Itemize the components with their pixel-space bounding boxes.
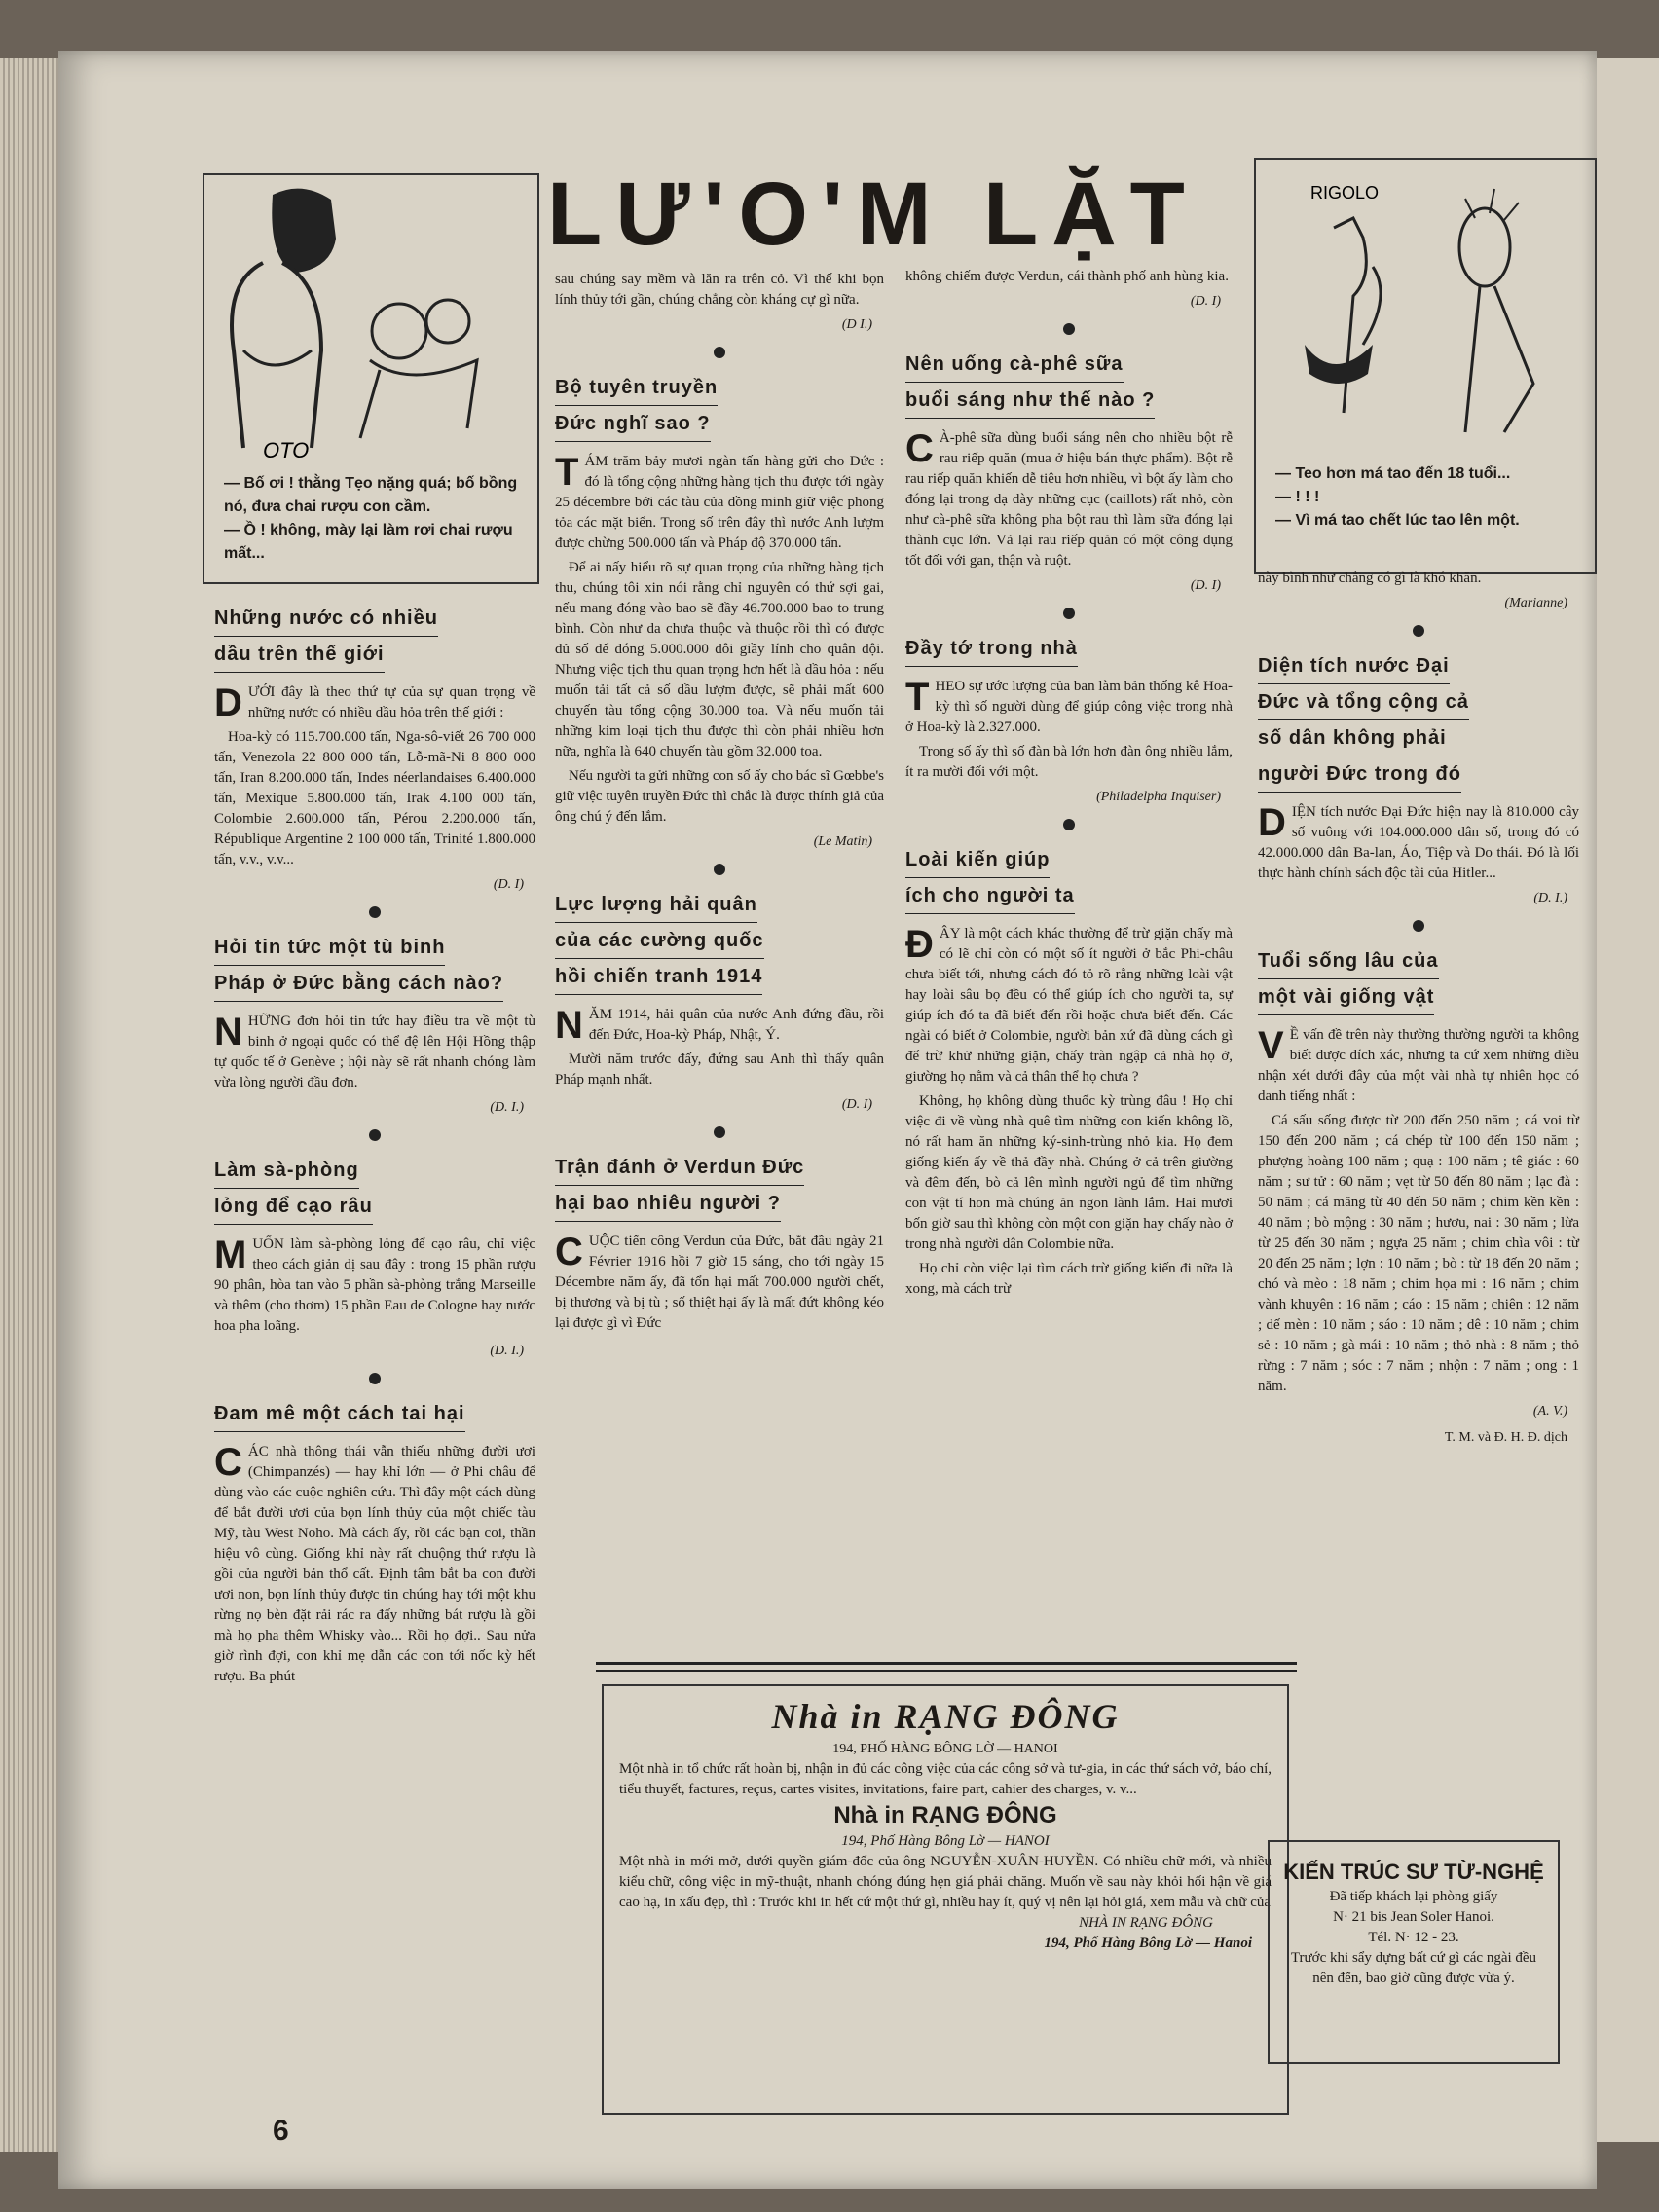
architect-line-2: N· 21 bis Jean Soler Hanoi.	[1333, 1909, 1494, 1925]
drop-cap: N	[214, 1011, 242, 1053]
article-heading: Bộ tuyên truyền Đức nghĩ sao ?	[555, 370, 884, 442]
separator-dot	[1063, 608, 1075, 619]
article-credit: (Le Matin)	[813, 834, 872, 849]
caption-line-1: — Bố ơi ! thằng Tẹo nặng quá; bố bồng nó, đưa chai rượu con cầm.	[224, 475, 518, 515]
article-credit: (D. I)	[1190, 294, 1221, 309]
article-paragraph: HEO sự ước lượng của ban làm bản thống kê Hoa-kỳ thì số người dùng để giúp công việc trong nhà ở Hoa-kỳ là 2.327.000.	[905, 679, 1233, 735]
caption-line-2: — ! ! !	[1275, 489, 1320, 505]
article-credit: (D. I)	[493, 877, 524, 892]
cartoon-left-signature: OTO	[263, 438, 310, 462]
ad-title-1: Nhà in RẠNG ĐÔNG	[771, 1697, 1120, 1736]
ad-text-1: Một nhà in tổ chức rất hoàn bị, nhận in đủ các công việc của các công sở và tư-gia, in các thứ sách vở, báo chí, tiểu thuyết, factures, reçus, cartes visites, invitations, faire part, cahier des charges, v. v...	[619, 1761, 1272, 1797]
translators-credit: T. M. và Đ. H. Đ. dịch	[1444, 1430, 1567, 1445]
article-paragraph: này bình như chẳng có gì là khó khăn.	[1258, 571, 1482, 586]
article-heading: Lực lượng hải quân của các cường quốc hồi chiến tranh 1914	[555, 887, 884, 995]
article-credit: (D. I.)	[1533, 891, 1567, 905]
ad-architect	[1268, 1840, 1560, 2064]
article-heading: Loài kiến giúp ích cho người ta	[905, 842, 1233, 914]
drop-cap: Đ	[905, 923, 934, 966]
architect-line-4: Trước khi sẩy dựng bất cứ gì các ngài đều nên đến, bao giờ cũng được vừa ý.	[1290, 1950, 1537, 1986]
drop-cap: D	[214, 682, 242, 724]
article-heading: Hỏi tin tức một tù binh Pháp ở Đức bằng cách nào?	[214, 930, 535, 1002]
cartoon-two-men	[1256, 160, 1595, 452]
article-paragraph: Cá sấu sống được từ 200 đến 250 năm ; cá voi từ 150 đến 200 năm ; cá chép từ 100 đến 150 năm ; phượng hoàng 100 năm ; quạ : 100 năm ; tê giác : 60 năm ; sư tử : 60 năm ; vẹt từ 50 đến 80 năm ; lạc đà : 50 năm ; cá măng từ 40 đến 50 năm ; chim kền kền : 40 năm ; bò mộng : 30 năm ; hươu, nai : 30 năm ; lừa từ 25 đến 30 năm ; ngựa 25 năm ; chim chìa vôi : từ 20 đến 25 năm ; lợn : 10 năm ; bò : từ 18 đến 20 năm ; chó và mèo : 18 năm ; chim họa mi : 16 năm ; chim vành khuyên : 16 năm ; cáo : 15 năm ; chiên : 12 năm ; dế mèn : 10 năm ; sáo : 10 năm ; dê : 10 năm ; chim sẻ : 10 năm ; gà mái : 10 năm ; thỏ nhà : 8 năm ; thỏ rừng : 7 năm ; sóc : 7 năm ; nhộn : 7 năm ; ong : 1 năm.	[1258, 1113, 1579, 1394]
page-title: LƯ'O'M LẶT	[547, 165, 1198, 264]
article-credit: (A. V.)	[1532, 1404, 1567, 1419]
separator-dot	[714, 347, 725, 358]
article-paragraph: không chiếm được Verdun, cái thành phố anh hùng kia.	[905, 269, 1229, 284]
drop-cap: T	[905, 676, 930, 719]
ad-top-rule	[596, 1662, 1297, 1672]
architect-line-3: Tél. N· 12 - 23.	[1368, 1930, 1459, 1945]
article-paragraph: UỐN làm sà-phòng lỏng để cạo râu, chỉ việc theo cách giản dị sau đây : trong 15 phần rượu 90 phân, hòa tan vào 5 phần sà-phòng trắng Marseille và thêm (cho thơm) 15 phần Eau de Cologne hay nước hoa pha loãng.	[214, 1236, 535, 1334]
cartoon-right-caption	[1256, 457, 1595, 538]
ad-address-1: 194, PHỐ HÀNG BÔNG LỜ — HANOI	[832, 1742, 1058, 1756]
article-paragraph: IỆN tích nước Đại Đức hiện nay là 810.000 cây số vuông với 104.000.000 dân số, trong đó có 42.000.000 dân Ba-lan, Áo, Tiệp và Do thái. Đó là lối thực hành chính sách độc tài của Hitler...	[1258, 804, 1579, 881]
article-credit: (D I.)	[841, 317, 872, 332]
article-paragraph: ÂY là một cách khác thường để trừ giặn chấy mà có lẽ chỉ còn có một số ít người ở bắc Phi-châu chưa biết tới, nhưng cách đó tỏ rõ rằng những loài vật hay loài sâu bọ đều có thể giúp ích cho người ta, sự giúp ích đó ta đã biết đến rồi hoặc chưa biết đến. Các ngài có biết ở Colombie, người bản xứ đã dùng cách gì để trừ khử những giặn, chấy tràn ngập cả nhà họ ở, giường họ nằm và cả thân thể họ chưa ?	[905, 926, 1233, 1085]
cartoon-right	[1254, 158, 1597, 574]
separator-dot	[1413, 625, 1424, 637]
drop-cap: N	[555, 1004, 583, 1047]
article-heading: Tuổi sống lâu của một vài giống vật	[1258, 943, 1579, 1015]
article-paragraph: ÁM trăm bảy mươi ngàn tấn hàng gửi cho Đức : đó là tổng cộng những hàng tịch thu được tới ngày 25 décembre bởi các tàu của đồng minh giữ việc phong tỏa các mặt biển. Trong số trên đây thì nước Anh lượm được chừng 500.000 tấn và Pháp độ 370.000 tấn.	[555, 454, 884, 551]
drop-cap: M	[214, 1234, 247, 1276]
article-paragraph: Nếu người ta gửi những con số ấy cho bác sĩ Gœbbe's giữ việc tuyên truyền Đức thì chắc là được thính giả của ông chú ý đến lắm.	[555, 768, 884, 825]
article-credit: (Marianne)	[1504, 596, 1567, 610]
drop-cap: C	[905, 427, 934, 470]
stacked-page-edges	[0, 58, 60, 2152]
drop-cap: D	[1258, 801, 1286, 844]
column-1	[214, 591, 535, 1691]
separator-dot	[714, 864, 725, 875]
column-2	[555, 270, 884, 1338]
facing-page	[1597, 58, 1659, 2142]
architect-line-1: Đã tiếp khách lại phòng giấy	[1329, 1889, 1498, 1904]
article-heading: Nên uống cà-phê sữa buổi sáng như thế nào ?	[905, 347, 1233, 419]
cartoon-right-signature: RIGOLO	[1310, 183, 1380, 203]
article-paragraph: sau chúng say mềm và lăn ra trên cỏ. Vì thế khi bọn lính thủy tới gần, chúng chẳng còn kháng cự gì nữa.	[555, 272, 884, 308]
ad-address-3: 194, Phố Hàng Bông Lờ — Hanoi	[1044, 1936, 1252, 1951]
article-paragraph: ÁC nhà thông thái vẫn thiếu những đười ươi (Chimpanzés) — hay khỉ lớn — ở Phi châu để dùng vào các cuộc nghiên cứu. Thì đây một cách dùng để bắt đười ươi của bọn lính thủy của một chiếc tàu Mỹ, tàu West Noho. Mà cách ấy, rồi các bạn coi, thần hiệu vô cùng. Giống khỉ này rất chuộng thứ rượu là gồi của người bản thổ cất. Định tâm bắt ba con đười ươi non, bọn lính thủy được tin chúng hay tới một khu rừng nọ bèn đặt rải rác ra đấy những bát rượu là gồi mà họ pha thêm Whisky vào... Rồi họ đợi.. Sau nửa giờ rình đợi, con khỉ mẹ dẫn các con tới nốc kỳ hết rượu. Ba phút	[214, 1444, 535, 1684]
article-credit: (D. I.)	[490, 1100, 524, 1115]
ad-rang-dong	[602, 1684, 1289, 2115]
separator-dot	[369, 1129, 381, 1141]
separator-dot	[1063, 819, 1075, 830]
ad-sign: NHÀ IN RẠNG ĐÔNG	[1079, 1915, 1213, 1931]
article-heading: Diện tích nước Đại Đức và tổng cộng cả số dân không phải người Đức trong đó	[1258, 648, 1579, 793]
newspaper-page	[58, 51, 1597, 2189]
separator-dot	[369, 906, 381, 918]
separator-dot	[714, 1126, 725, 1138]
article-heading: Đầy tớ trong nhà	[905, 631, 1233, 667]
caption-line-1: — Teo hơn má tao đến 18 tuổi...	[1275, 465, 1511, 482]
drop-cap: C	[214, 1441, 242, 1484]
ad-title-2: Nhà in RẠNG ĐÔNG	[833, 1802, 1057, 1828]
article-credit: (D. I)	[1190, 578, 1221, 593]
separator-dot	[369, 1373, 381, 1384]
article-heading: Những nước có nhiều dầu trên thế giới	[214, 601, 535, 673]
column-4	[1258, 569, 1579, 1454]
cartoon-left-caption	[204, 472, 537, 566]
column-3	[905, 267, 1233, 1304]
article-paragraph: HỮNG đơn hỏi tin tức hay điều tra về một tù binh ở ngoại quốc có thể đệ lên Hội Hồng thập tự quốc tế ở Genève ; hội này sẽ rất nhanh chóng làm vừa lòng người đầu đơn.	[214, 1014, 535, 1090]
caption-line-3: — Vì má tao chết lúc tao lên một.	[1275, 512, 1520, 529]
cartoon-father-carrying-child	[204, 175, 537, 467]
caption-line-2: — Ồ ! không, mày lại làm rơi chai rượu mất...	[224, 522, 513, 562]
article-paragraph: Không, họ không dùng thuốc kỳ trùng đâu ! Họ chỉ việc đi về vùng nhà quê tìm những con kiến không lồ, nó rất ham ăn những ký-sinh-trùng nhỏ kia. Họ đem giống kiến ấy về thả đầy nhà. Chúng ở cả trên giường và đêm đến, bò cả lên mình người ngủ để tìm những con vật tí hon mà chúng ăn ngon lành lắm. Hai mươi bốn giờ sau thì không còn một con giặn hay chấy nào ở trong nhà người dân Colombie nữa.	[905, 1093, 1233, 1252]
separator-dot	[1413, 920, 1424, 932]
drop-cap: T	[555, 451, 579, 494]
article-heading: Trận đánh ở Verdun Đức hại bao nhiêu người ?	[555, 1150, 884, 1222]
article-credit: (D. I.)	[490, 1344, 524, 1358]
ad-text-2: Một nhà in mới mở, dưới quyền giám-đốc của ông NGUYỄN-XUÂN-HUYỀN. Có nhiều chữ mới, và nhiều kiểu chữ, công việc in mỹ-thuật, nhanh chóng đúng hẹn giá phải chăng. Muốn về sau này khỏi hối hận về giá cao hạ, in xấu đẹp, thì : Trước khi in hết cứ một thứ gì, nhiều hay ít, quý vị nên lại hỏi giá, xem mẫu và chữ của	[619, 1854, 1272, 1910]
article-paragraph: ƯỚI đây là theo thứ tự của sự quan trọng về những nước có nhiều dầu hỏa trên thế giới :	[247, 684, 535, 720]
article-paragraph: Trong số ấy thì số đàn bà lớn hơn đàn ông nhiều lắm, ít ra mười đối với một.	[905, 744, 1233, 780]
article-heading: Đam mê một cách tai hại	[214, 1396, 535, 1432]
ad-address-2: 194, Phố Hàng Bông Lờ — HANOI	[841, 1833, 1050, 1849]
cartoon-left	[203, 173, 539, 584]
article-paragraph: UỘC tiến công Verdun của Đức, bắt đầu ngày 21 Février 1916 hồi 7 giờ 15 sáng, cho tới ngày 15 Décembre năm ấy, đã tổn hại mất 700.000 người chết, bị thương và bị tù ; số thiệt hại ấy là mất đứt không kéo lại được gì vì Đức	[555, 1234, 884, 1331]
article-paragraph: À-phê sữa dùng buổi sáng nên cho nhiều bột rễ rau riếp quăn (mua ở hiệu bán thực phẩm). Bột rễ rau riếp quăn khiến dễ tiêu hơn nhiều, vì bột ấy làm cho đóng lại trong dạ dày những cục (caillots) rất nhỏ, còn như cà-phê sữa không pha bột rau thì làm sữa đóng lại thành cục lớn. Vả lại rau riếp quăn có một công dụng tốt đối với gan, thận và ruột.	[905, 430, 1233, 569]
drop-cap: V	[1258, 1024, 1284, 1067]
page-number: 6	[273, 2115, 289, 2147]
article-heading: Làm sà-phòng lỏng để cạo râu	[214, 1153, 535, 1225]
separator-dot	[1063, 323, 1075, 335]
article-paragraph: ĂM 1914, hải quân của nước Anh đứng đầu, rồi đến Đức, Hoa-kỳ Pháp, Nhật, Ý.	[588, 1007, 884, 1043]
article-paragraph: Họ chỉ còn việc lại tìm cách trừ giống kiến đi nữa là xong, mà cách trừ	[905, 1261, 1233, 1297]
article-credit: (D. I)	[841, 1097, 872, 1112]
article-paragraph: Để ai nấy hiểu rõ sự quan trọng của những hàng tịch thu, chúng tôi xin nói rằng chỉ nguyên có thứ sợi gai, nếu mang đóng vào bao sẽ đầy 46.700.000 bao to trung bình. Còn như da chưa thuộc và thuộc rồi thì có được đủ số để đóng 5.000.000 đôi giầy lính cho quân đội. Nhưng việc tịch thu quan trọng hơn hết là dầu hỏa : nếu muốn tải tất cả số dầu lượm được, sẽ phải mất 600 chuyến tàu tổng cộng 30.000 toa. Và nếu muốn tải những kim loại tịch thu được thì còn phải nhiều hơn nữa, nghĩa là 640 chuyến tàu gồm 32.000 toa.	[555, 560, 884, 759]
architect-title: KIẾN TRÚC SƯ TỪ-NGHỆ	[1283, 1860, 1544, 1884]
article-credit: (Philadelpha Inquiser)	[1096, 790, 1221, 804]
article-paragraph: Mười năm trước đấy, đứng sau Anh thì thấy quân Pháp mạnh nhất.	[555, 1051, 884, 1088]
article-paragraph: Ề vấn đề trên này thường thường người ta không biết được đích xác, nhưng ta cứ xem những điều nhận xét dưới đây của một vài nhà tự nhiên học có danh tiếng nhất :	[1258, 1027, 1579, 1104]
drop-cap: C	[555, 1231, 583, 1273]
article-paragraph: Hoa-kỳ có 115.700.000 tấn, Nga-sô-viết 26 700 000 tấn, Venezola 22 800 000 tấn, Lỗ-mã-Ni 8 800 000 tấn, Iran 8.200.000 tấn, Indes néerlandaises 6.400.000 tấn, Mexique 5.800.000 tấn, Irak 4.100 000 tấn, Colombie 2.600.000 tấn, Pérou 2.200.000 tấn, République Argentine 2 100 000 tấn, Trinité 1.800.000 tấn, v.v., v.v...	[214, 729, 535, 867]
